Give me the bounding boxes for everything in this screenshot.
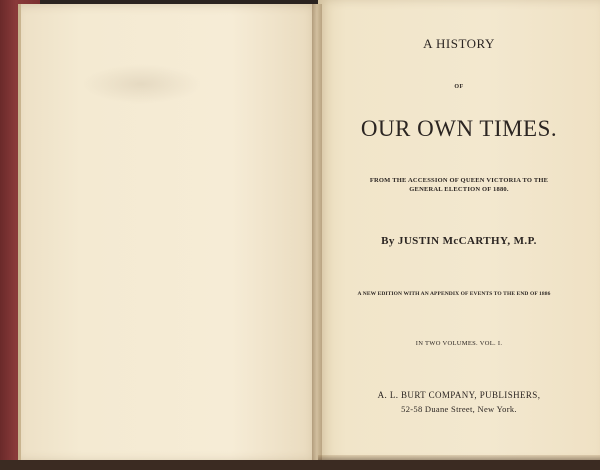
subtitle-line-2: GENERAL ELECTION OF 1880. (409, 186, 509, 193)
show-through-mark (81, 64, 201, 104)
header-of: OF (454, 84, 464, 90)
volume-info: IN TWO VOLUMES. VOL. I. (415, 340, 503, 347)
publisher-name: A. L. BURT COMPANY, PUBLISHERS, (377, 390, 541, 400)
header-a-history: A HISTORY (423, 36, 495, 51)
title-page (318, 0, 600, 462)
book-title: OUR OWN TIMES. (360, 116, 558, 141)
table-shadow (0, 460, 600, 470)
book-gutter (312, 4, 322, 462)
blank-left-page (18, 4, 321, 462)
edition-note: A NEW EDITION WITH AN APPENDIX OF EVENTS TO THE END OF 1886 (357, 291, 551, 297)
subtitle-line-1: FROM THE ACCESSION OF QUEEN VICTORIA TO THE (369, 177, 549, 184)
author-line: By JUSTIN McCARTHY, M.P. (381, 235, 537, 247)
publisher-address: 52-58 Duane Street, New York. (401, 404, 517, 414)
